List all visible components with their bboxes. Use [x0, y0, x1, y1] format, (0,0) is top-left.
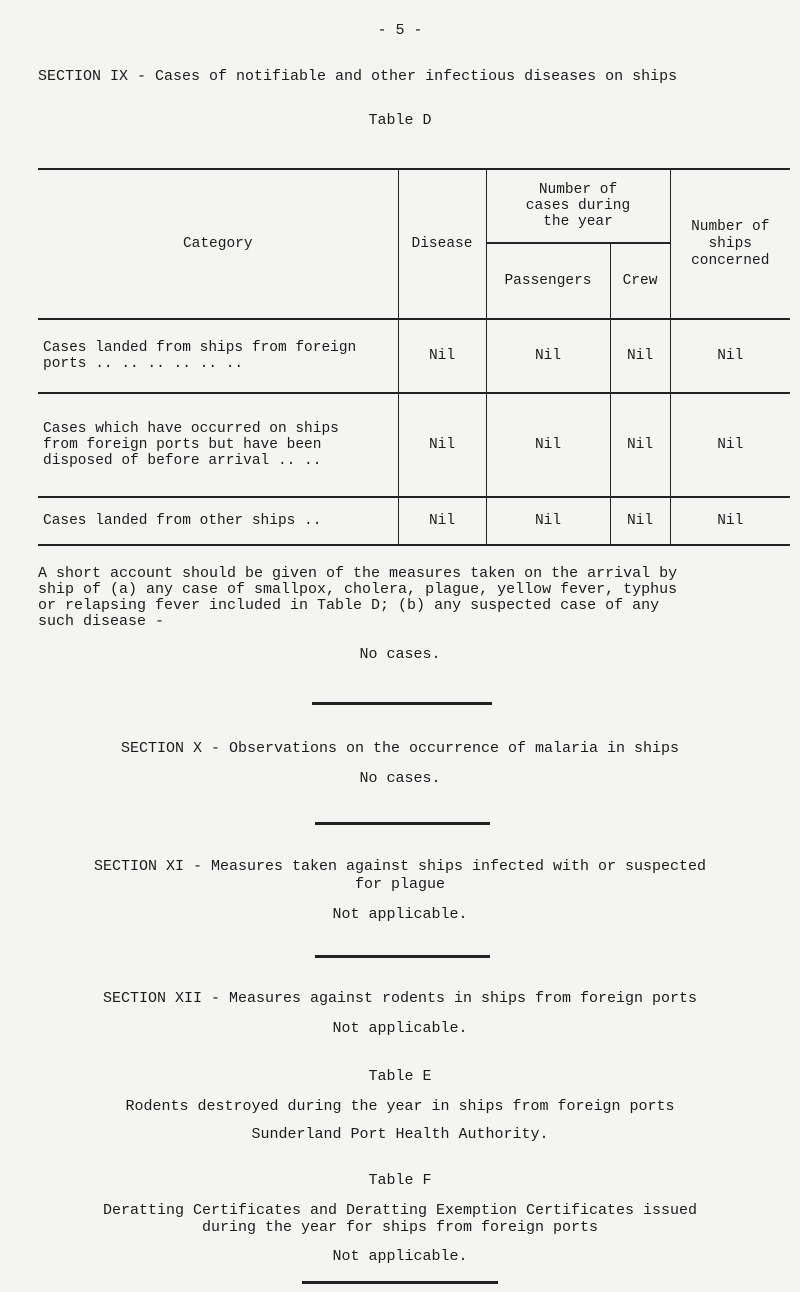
header-ships-concerned: Number of ships concerned [670, 169, 790, 319]
section-12-heading: SECTION XII - Measures against rodents in ships from foreign ports [102, 990, 698, 1007]
table-f-title: Table F [368, 1172, 432, 1189]
note-line: such disease - [38, 613, 165, 630]
section-9-result: No cases. [359, 646, 441, 663]
note-line: A short account should be given of the measures taken on the arrival by [38, 565, 678, 582]
cell-ships: Nil [670, 319, 790, 393]
category-line: ports .. .. .. .. .. .. [43, 356, 244, 372]
table-e-line2: Sunderland Port Health Authority. [251, 1126, 549, 1143]
section-11-heading-line1: SECTION XI - Measures taken against ships infected with or suspected [93, 858, 707, 875]
section-12-result: Not applicable. [332, 1020, 468, 1037]
cell-disease: Nil [398, 497, 486, 545]
table-f-result: Not applicable. [332, 1248, 468, 1265]
row-category [38, 319, 398, 393]
divider [315, 822, 490, 825]
header-cases-during-year: Number of cases during the year [486, 169, 670, 243]
divider [315, 955, 490, 958]
table-row [38, 393, 790, 497]
section-10-result: No cases. [359, 770, 441, 787]
category-line: Cases which have occurred on ships [43, 421, 339, 437]
table-row [38, 497, 790, 545]
section-9-heading: SECTION IX - Cases of notifiable and other infectious diseases on ships [38, 68, 678, 85]
table-e-title: Table E [368, 1068, 432, 1085]
header-crew: Crew [610, 243, 670, 319]
cell-disease: Nil [398, 393, 486, 497]
cell-passengers: Nil [486, 497, 610, 545]
divider [312, 702, 492, 705]
table-f-line1: Deratting Certificates and Deratting Exemption Certificates issued [102, 1202, 698, 1219]
note-line: ship of (a) any case of smallpox, cholera, plague, yellow fever, typhus [38, 581, 678, 598]
table-d [38, 168, 790, 546]
header-passengers: Passengers [486, 243, 610, 319]
section-11-result: Not applicable. [332, 906, 468, 923]
table-row [38, 319, 790, 393]
header-category: Category [38, 169, 398, 319]
cell-crew: Nil [610, 319, 670, 393]
cell-ships: Nil [670, 497, 790, 545]
cell-crew: Nil [610, 393, 670, 497]
row-category [38, 393, 398, 497]
section-11-heading-line2: for plague [354, 876, 445, 893]
category-line: disposed of before arrival .. .. [43, 453, 322, 469]
category-line: Cases landed from ships from foreign [43, 340, 357, 356]
cell-ships: Nil [670, 393, 790, 497]
section-10-heading: SECTION X - Observations on the occurrence of malaria in ships [120, 740, 680, 757]
category-line: Cases landed from other ships .. [43, 513, 322, 529]
table-d-title: Table D [368, 112, 432, 129]
cell-disease: Nil [398, 319, 486, 393]
note-line: or relapsing fever included in Table D; (b) any suspected case of any [38, 597, 660, 614]
cell-passengers: Nil [486, 319, 610, 393]
category-line: from foreign ports but have been [43, 437, 322, 453]
row-category [38, 497, 398, 545]
cell-crew: Nil [610, 497, 670, 545]
header-disease: Disease [398, 169, 486, 319]
cell-passengers: Nil [486, 393, 610, 497]
page-number: - 5 - [377, 22, 423, 39]
measures-note [38, 566, 788, 630]
table-f-line2: during the year for ships from foreign ports [201, 1219, 599, 1236]
divider [302, 1281, 498, 1284]
table-e-line1: Rodents destroyed during the year in ships from foreign ports [125, 1098, 675, 1115]
